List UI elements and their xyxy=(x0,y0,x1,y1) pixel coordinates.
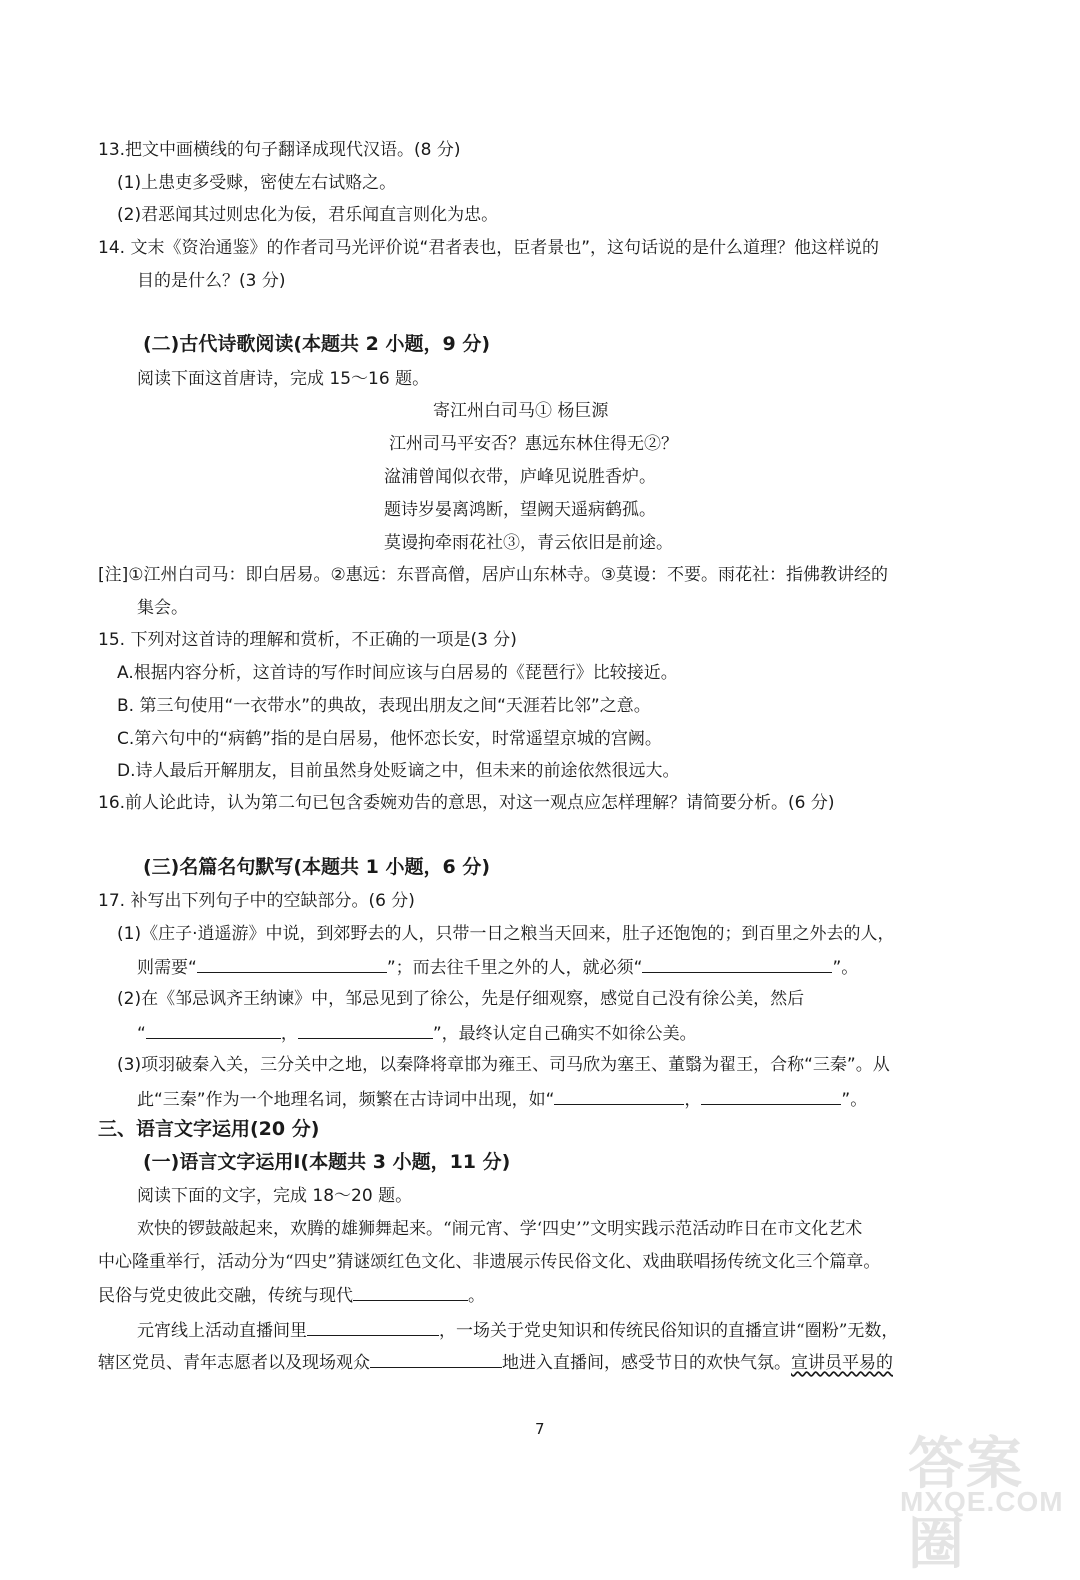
question-15-option-c: C.第六句中的“病鹤”指的是白居易，他怀恋长安，时常遥望京城的宫阙。 xyxy=(117,729,662,749)
poem-note-line-2: 集会。 xyxy=(137,598,188,618)
question-17-part-1-text-a: 则需要“ xyxy=(137,958,197,978)
passage-line-1: 欢快的锣鼓敲起来，欢腾的雄狮舞起来。“闹元宵、学‘四史’”文明实践示范活动昨日在市文化艺术 xyxy=(137,1219,863,1239)
question-17-stem: 17. 补写出下列句子中的空缺部分。(6 分) xyxy=(98,891,415,911)
poem-line-3: 题诗岁晏离鸿断，望阙天遥病鹤孤。 xyxy=(384,500,656,520)
watermark-chinese-text: 答案圈 xyxy=(908,1432,1024,1577)
passage-line-5-text-a: 辖区党员、青年志愿者以及现场观众 xyxy=(98,1353,370,1373)
section-2-intro: 阅读下面这首唐诗，完成 15～16 题。 xyxy=(137,369,430,389)
question-16-stem: 16.前人论此诗，认为第二句已包含委婉劝告的意思，对这一观点应怎样理解？请简要分析。(6 分) xyxy=(98,793,835,813)
answer-blank-3[interactable] xyxy=(146,1021,281,1039)
poem-line-2: 湓浦曾闻似衣带，庐峰见说胜香炉。 xyxy=(384,467,656,487)
answer-blank-5[interactable] xyxy=(554,1087,684,1105)
question-15-option-b: B. 第三句使用“一衣带水”的典故，表现出朋友之间“天涯若比邻”之意。 xyxy=(117,696,651,716)
answer-blank-6[interactable] xyxy=(701,1087,841,1105)
question-15-stem: 15. 下列对这首诗的理解和赏析，不正确的一项是(3 分) xyxy=(98,630,517,650)
section-3-heading: (三)名篇名句默写(本题共 1 小题，6 分) xyxy=(143,856,491,878)
question-17-part-2-text-b: ， xyxy=(280,1024,298,1044)
poem-title: 寄江州白司马① 杨巨源 xyxy=(433,401,609,421)
question-13-stem: 13.把文中画横线的句子翻译成现代汉语。(8 分) xyxy=(98,140,461,160)
passage-line-4-text-a: 元宵线上活动直播间里 xyxy=(137,1321,307,1341)
question-14-line-2: 目的是什么？(3 分) xyxy=(137,271,286,291)
passage-line-3-end: 。 xyxy=(468,1286,485,1306)
question-17-part-3-text-b: ， xyxy=(684,1090,702,1110)
section-2-heading: (二)古代诗歌阅读(本题共 2 小题，9 分) xyxy=(143,333,491,355)
question-17-part-1-text-b: ”；而去往千里之外的人，就必须“ xyxy=(386,958,643,978)
passage-line-5-wavy-text: 宣讲员平易的 xyxy=(791,1353,893,1373)
question-17-part-2-text-a: “ xyxy=(137,1024,146,1044)
poem-line-4: 莫谩拘牵雨花社③，青云依旧是前途。 xyxy=(384,533,673,553)
passage-line-5-text-b: 地进入直播间，感受节日的欢快气氛。 xyxy=(502,1353,791,1373)
watermark-domain-text: MXQE.COM xyxy=(900,1486,1064,1517)
question-17-part-2-line-2 xyxy=(137,1021,697,1045)
poem-line-1: 江州司马平安否？惠远东林住得无②？ xyxy=(389,434,678,454)
question-14-line-1: 14. 文末《资治通鉴》的作者司马光评价说“君者表也，臣者景也”，这句话说的是什么道理？他这样说的 xyxy=(98,238,880,258)
answer-blank-8[interactable] xyxy=(307,1318,439,1336)
watermark-logo xyxy=(900,1420,1075,1577)
question-17-part-2-line-1: (2)在《邹忌讽齐王纳谏》中，邹忌见到了徐公，先是仔细观察，感觉自己没有徐公美，然后 xyxy=(117,989,805,1009)
question-15-option-d: D.诗人最后开解朋友，目前虽然身处贬谪之中，但未来的前途依然很远大。 xyxy=(117,761,680,781)
answer-blank-2[interactable] xyxy=(642,955,832,973)
question-17-part-3-text-a: 此“三秦”作为一个地理名词，频繁在古诗词中出现，如“ xyxy=(137,1090,555,1110)
poem-note-line-1: [注]①江州白司马：即白居易。②惠远：东晋高僧，居庐山东林寺。③莫谩：不要。雨花社：指佛教讲经的 xyxy=(98,565,888,585)
passage-line-2: 中心隆重举行，活动分为“四史”猜谜颂红色文化、非遗展示传民俗文化、戏曲联唱扬传统文化三个篇章。 xyxy=(98,1252,881,1272)
question-17-part-2-text-c: ”，最终认定自己确实不如徐公美。 xyxy=(432,1024,697,1044)
part-3-subheading: (一)语言文字运用Ⅰ(本题共 3 小题，11 分) xyxy=(143,1151,511,1173)
question-17-part-1-line-2 xyxy=(137,955,858,979)
part-3-intro: 阅读下面的文字，完成 18～20 题。 xyxy=(137,1186,413,1206)
question-13-sentence-2: (2)君恶闻其过则忠化为佞，君乐闻直言则化为忠。 xyxy=(117,205,499,225)
page-number: 7 xyxy=(535,1420,545,1438)
answer-blank-7[interactable] xyxy=(353,1283,468,1301)
answer-blank-4[interactable] xyxy=(298,1021,433,1039)
question-17-part-1-line-1: (1)《庄子·逍遥游》中说，到郊野去的人，只带一日之粮当天回来，肚子还饱饱的；到百里之外去的人， xyxy=(117,924,895,944)
passage-line-4 xyxy=(137,1318,898,1342)
passage-line-3 xyxy=(98,1283,485,1307)
question-17-part-3-text-c: ”。 xyxy=(841,1090,868,1110)
question-17-part-3-line-1: (3)项羽破秦入关，三分关中之地，以秦降将章邯为雍王、司马欣为塞王、董翳为翟王，合称“三秦”。从 xyxy=(117,1055,890,1075)
question-17-part-3-line-2 xyxy=(137,1087,867,1111)
passage-line-3-text: 民俗与党史彼此交融，传统与现代 xyxy=(98,1286,353,1306)
question-17-part-1-text-c: ”。 xyxy=(832,958,859,978)
passage-line-4-text-b: ，一场关于党史知识和传统民俗知识的直播宣讲“圈粉”无数， xyxy=(439,1321,899,1341)
answer-blank-1[interactable] xyxy=(197,955,387,973)
part-3-heading: 三、语言文字运用(20 分) xyxy=(98,1118,320,1140)
answer-blank-9[interactable] xyxy=(370,1350,502,1368)
question-15-option-a: A.根据内容分析，这首诗的写作时间应该与白居易的《琵琶行》比较接近。 xyxy=(117,663,678,683)
passage-line-5 xyxy=(98,1350,893,1374)
question-13-sentence-1: (1)上患吏多受赇，密使左右试赂之。 xyxy=(117,173,397,193)
